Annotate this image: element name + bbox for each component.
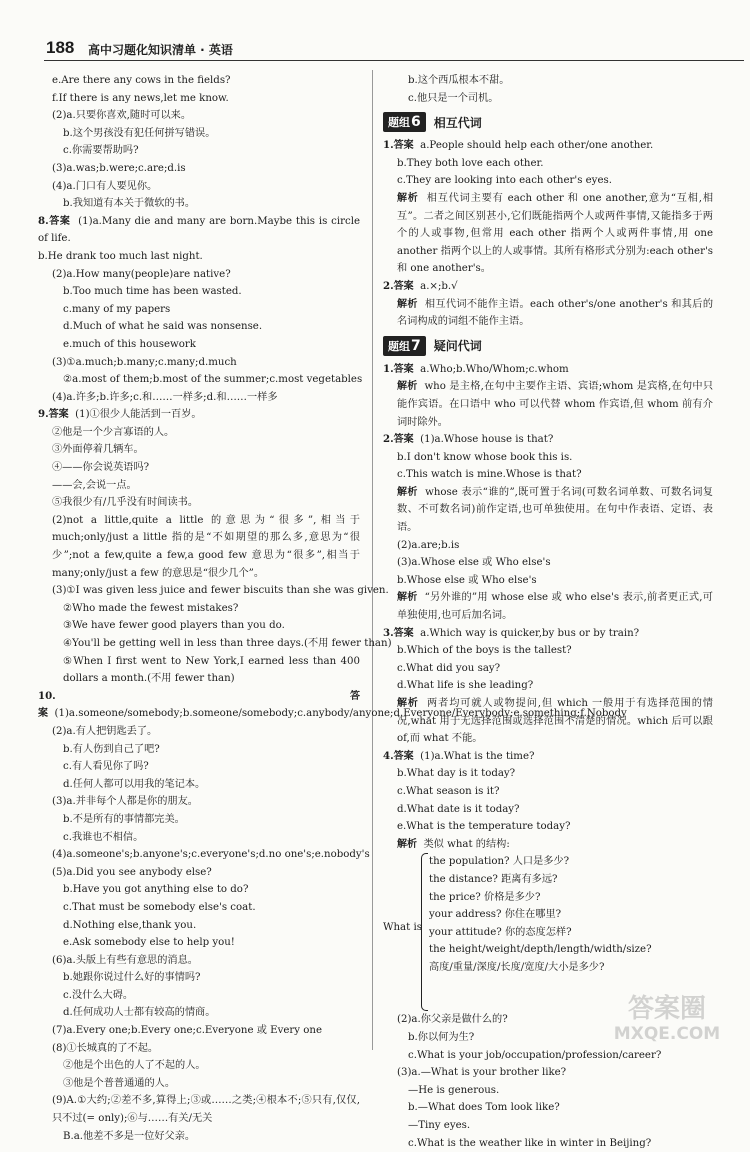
line-text: d.What life is she leading? bbox=[397, 680, 533, 691]
text-line bbox=[38, 846, 360, 864]
text-line bbox=[38, 266, 360, 284]
section-6-answers bbox=[383, 137, 713, 331]
text-line bbox=[38, 793, 360, 811]
text-line bbox=[383, 172, 713, 190]
text-line bbox=[38, 125, 360, 143]
line-text: b.这个西瓜根本不甜。 bbox=[408, 75, 509, 86]
text-line bbox=[38, 688, 360, 723]
text-line bbox=[383, 361, 713, 379]
text-line bbox=[383, 484, 713, 537]
text-line bbox=[38, 1128, 360, 1146]
keyword-label: 答案 bbox=[49, 216, 71, 227]
line-text: ②Who made the fewest mistakes? bbox=[63, 603, 238, 614]
line-text: (2)a.只要你喜欢,随时可以来。 bbox=[52, 110, 191, 121]
what-item: 高度/重量/深度/长度/宽度/大小是多少? bbox=[429, 959, 652, 977]
text-line bbox=[383, 765, 713, 783]
line-text: (1)a.What is the time? bbox=[420, 751, 534, 762]
text-line bbox=[38, 142, 360, 160]
header-rule bbox=[44, 60, 744, 61]
text-line bbox=[38, 371, 360, 389]
line-text: c.This watch is mine.Whose is that? bbox=[397, 469, 582, 480]
line-text: c.没什么大碍。 bbox=[63, 990, 133, 1001]
text-line bbox=[38, 723, 360, 741]
text-line bbox=[383, 90, 713, 108]
book-title: 高中习题化知识清单 · 英语 bbox=[88, 41, 233, 58]
line-text: (4)a.门口有人要见你。 bbox=[52, 181, 157, 192]
watermark-logo bbox=[592, 987, 742, 1045]
line-text: b.Whose else 或 Who else's bbox=[397, 575, 537, 586]
line-text: c.What is the weather like in winter in Beijing? bbox=[408, 1138, 651, 1149]
text-line bbox=[38, 406, 360, 424]
text-line bbox=[38, 424, 360, 442]
text-line bbox=[38, 354, 360, 372]
what-is-label: What is bbox=[383, 919, 422, 937]
keyword-label: 解析 bbox=[397, 592, 418, 603]
keyword-label: 解析 bbox=[397, 698, 419, 709]
line-text: (2)a.are;b.is bbox=[397, 540, 459, 551]
what-item: the height/weight/depth/length/width/size? bbox=[429, 941, 652, 959]
watermark-text: 答案圈 bbox=[628, 994, 706, 1024]
line-text: e.What is the temperature today? bbox=[397, 821, 570, 832]
line-text: (3)a.—What is your brother like? bbox=[397, 1067, 566, 1078]
line-text: b.我知道有本关于微软的书。 bbox=[63, 198, 195, 209]
line-text: (1)a.Many die and many are born.Maybe this is circle of life. bbox=[38, 216, 360, 245]
keyword-label: 解析 bbox=[397, 193, 419, 204]
text-line bbox=[383, 1064, 713, 1082]
line-text: ③他是个普普通通的人。 bbox=[63, 1078, 175, 1089]
text-line bbox=[383, 190, 713, 278]
line-text: c.What is your job/occupation/profession/career? bbox=[408, 1050, 661, 1061]
keyword-label: 答案 bbox=[38, 691, 360, 720]
line-text: (8)①长城真的了不起。 bbox=[52, 1043, 158, 1054]
text-line bbox=[38, 318, 360, 336]
keyword-label: 解析 bbox=[397, 839, 417, 850]
section-7-heading bbox=[383, 334, 713, 358]
left-column bbox=[38, 72, 360, 1145]
item-number: 1. bbox=[383, 139, 394, 151]
text-line bbox=[38, 811, 360, 829]
text-line bbox=[38, 178, 360, 196]
line-text: a.Which way is quicker,by bus or by train? bbox=[420, 628, 639, 639]
text-line bbox=[38, 758, 360, 776]
text-line bbox=[38, 90, 360, 108]
line-text: ②他是个出色的人了不起的人。 bbox=[63, 1060, 206, 1071]
line-text: “另外谁的”用 whose else 或 who else's 表示,前者更正式,可单独使用,也可后加名词。 bbox=[397, 592, 713, 621]
text-line bbox=[383, 1135, 713, 1152]
line-text: b.I don't know whose book this is. bbox=[397, 452, 572, 463]
text-line bbox=[38, 389, 360, 407]
line-text: (9)A.①大约;②差不多,算得上;③或……之类;④根本不;⑤只有,仅仅,只不过(= only);⑥与……有关/无关 bbox=[52, 1095, 360, 1124]
column-separator bbox=[372, 70, 373, 1050]
text-line bbox=[383, 72, 713, 90]
item-number: 9. bbox=[38, 408, 49, 420]
line-text: c.What did you say? bbox=[397, 663, 500, 674]
text-line bbox=[383, 748, 713, 766]
line-text: e.Are there any cows in the fields? bbox=[52, 75, 231, 86]
line-text: who 是主格,在句中主要作主语、宾语;whom 是宾格,在句中只能作宾语。在口语中 who 可以代替 whom 作宾语,但 whom 前有介词时除外。 bbox=[397, 381, 713, 427]
line-text: c.他只是一个司机。 bbox=[408, 93, 498, 104]
line-text: (4)a.someone's;b.anyone's;c.everyone's;d.no one's;e.nobody's bbox=[52, 849, 370, 860]
text-line bbox=[383, 155, 713, 173]
line-text: (2)a.有人把钥匙丢了。 bbox=[52, 726, 157, 737]
text-line bbox=[38, 160, 360, 178]
line-text: b.有人伤到自己了吧? bbox=[63, 744, 160, 755]
text-line bbox=[383, 554, 713, 572]
line-text: B.a.他差不多是一位好父亲。 bbox=[63, 1131, 195, 1142]
line-text: c.That must be somebody else's coat. bbox=[63, 902, 256, 913]
text-line bbox=[383, 660, 713, 678]
section-tag: 题组6 bbox=[383, 112, 426, 132]
line-text: (3)①a.much;b.many;c.many;d.much bbox=[52, 357, 237, 368]
text-line bbox=[38, 1022, 360, 1040]
line-text: c.有人看见你了吗? bbox=[63, 761, 149, 772]
line-text: b.Too much time has been wasted. bbox=[63, 286, 242, 297]
line-text: —Tiny eyes. bbox=[408, 1120, 470, 1131]
text-line bbox=[383, 801, 713, 819]
line-text: (4)a.许多;b.许多;c.和……一样多;d.和……一样多 bbox=[52, 392, 278, 403]
text-line bbox=[38, 934, 360, 952]
keyword-label: 答案 bbox=[394, 434, 414, 445]
text-line bbox=[38, 1004, 360, 1022]
what-item: your address? 你住在哪里? bbox=[429, 906, 652, 924]
text-line bbox=[38, 283, 360, 301]
line-text: b.What day is it today? bbox=[397, 768, 515, 779]
item-number: 2. bbox=[383, 433, 394, 445]
section-tag: 题组7 bbox=[383, 336, 426, 356]
line-text: (5)a.Did you see anybody else? bbox=[52, 867, 212, 878]
line-text: a.Who;b.Who/Whom;c.whom bbox=[420, 364, 569, 375]
line-text: ——会,会说一点。 bbox=[52, 480, 137, 491]
text-line bbox=[383, 1099, 713, 1117]
text-line bbox=[38, 617, 360, 635]
text-line bbox=[38, 987, 360, 1005]
text-line bbox=[38, 776, 360, 794]
right-top-lines bbox=[383, 72, 713, 107]
text-line bbox=[38, 1092, 360, 1127]
text-line bbox=[383, 642, 713, 660]
text-line bbox=[38, 459, 360, 477]
text-line bbox=[38, 512, 360, 582]
line-text: ③We have fewer good players than you do. bbox=[63, 620, 285, 631]
text-line bbox=[38, 195, 360, 213]
section-title: 相互代词 bbox=[434, 114, 482, 131]
line-text: (2)not a little,quite a little 的意思为“很多”,相当于 much;only/just a little 指的是“不如期望的那么多,意思为“很少”;not a few,quite a few,a good few 意思为“很多”,相当于 many;only/just a few 的意思是“很少几个”。 bbox=[52, 515, 360, 579]
text-line bbox=[38, 1057, 360, 1075]
text-line bbox=[38, 582, 360, 600]
line-text: a.×;b.√ bbox=[420, 281, 458, 292]
text-line bbox=[383, 625, 713, 643]
line-text: b.They both love each other. bbox=[397, 158, 544, 169]
keyword-label: 答案 bbox=[394, 751, 414, 762]
line-text: (1)a.someone/somebody;b.someone/somebody;c.anybody/anyone;d.Everyone/Everybody;e.something;f.Nobody bbox=[54, 708, 626, 719]
item-number: 4. bbox=[383, 750, 394, 762]
line-text: c.They are looking into each other's eyes. bbox=[397, 175, 612, 186]
line-text: e.Ask somebody else to help you! bbox=[63, 937, 235, 948]
text-line bbox=[38, 600, 360, 618]
left-brace bbox=[421, 853, 428, 1011]
text-line bbox=[38, 213, 360, 248]
line-text: b.不是所有的事情都完美。 bbox=[63, 814, 185, 825]
text-line bbox=[38, 635, 360, 653]
text-line bbox=[383, 572, 713, 590]
text-line bbox=[38, 653, 360, 688]
line-text: 相互代词不能作主语。each other's/one another's 和其后的名词构成的词组不能作主语。 bbox=[397, 299, 713, 328]
line-text: d.任何成功人士都有较高的情商。 bbox=[63, 1007, 215, 1018]
text-line bbox=[383, 836, 713, 854]
text-line bbox=[383, 818, 713, 836]
keyword-label: 解析 bbox=[397, 299, 418, 310]
text-line bbox=[38, 1075, 360, 1093]
what-item: the population? 人口是多少? bbox=[429, 853, 652, 871]
page-number: 188 bbox=[46, 38, 74, 58]
text-line bbox=[383, 137, 713, 155]
text-line bbox=[38, 952, 360, 970]
text-line bbox=[38, 494, 360, 512]
text-line bbox=[38, 72, 360, 90]
keyword-label: 解析 bbox=[397, 487, 418, 498]
what-item: the price? 价格是多少? bbox=[429, 889, 652, 907]
text-line bbox=[38, 248, 360, 266]
text-line bbox=[383, 1082, 713, 1100]
text-line bbox=[38, 477, 360, 495]
line-text: 两者均可就人或物提问,但 which 一般用于有选择范围的情况,what 用于无选择范围或选择范围不清楚的情况。which 后可以跟 of,而 what 不能。 bbox=[397, 698, 713, 744]
text-line bbox=[383, 1047, 713, 1065]
keyword-label: 答案 bbox=[394, 140, 414, 151]
line-text: (3)a.Whose else 或 Who else's bbox=[397, 557, 551, 568]
text-line bbox=[383, 378, 713, 431]
line-text: 相互代词主要有 each other 和 one another,意为“互相,相互”。二者之间区别甚小,它们既能指两个人或两件事情,又能指多于两个的人或事物,但常用 each other 指两个人或两件事情,用 one another 指两个以上的人或事情。其所有格形式分别为:each other's 和 one another's。 bbox=[397, 193, 713, 274]
line-text: —He is generous. bbox=[408, 1085, 499, 1096]
keyword-label: 答案 bbox=[49, 409, 69, 420]
line-text: b.Which of the boys is the tallest? bbox=[397, 645, 572, 656]
line-text: (3)a.was;b.were;c.are;d.is bbox=[52, 163, 186, 174]
keyword-label: 答案 bbox=[394, 281, 414, 292]
section-title: 疑问代词 bbox=[434, 337, 482, 354]
text-line bbox=[38, 969, 360, 987]
text-line bbox=[38, 864, 360, 882]
line-text: f.If there is any news,let me know. bbox=[52, 93, 229, 104]
item-number: 8. bbox=[38, 215, 49, 227]
text-line bbox=[383, 278, 713, 296]
line-text: (3)①I was given less juice and fewer biscuits than she was given. bbox=[52, 585, 389, 596]
text-line bbox=[38, 301, 360, 319]
line-text: (7)a.Every one;b.Every one;c.Everyone 或 Every one bbox=[52, 1025, 322, 1036]
line-text: e.much of this housework bbox=[63, 339, 196, 350]
text-line bbox=[383, 677, 713, 695]
line-text: d.Much of what he said was nonsense. bbox=[63, 321, 262, 332]
section-7-answers bbox=[383, 361, 713, 854]
line-text: b.—What does Tom look like? bbox=[408, 1102, 560, 1113]
text-line bbox=[383, 296, 713, 331]
text-line bbox=[38, 336, 360, 354]
text-line bbox=[38, 899, 360, 917]
text-line bbox=[38, 107, 360, 125]
watermark-url: MXQE.COM bbox=[614, 1024, 720, 1044]
line-text: c.你需要帮助吗? bbox=[63, 145, 139, 156]
text-line bbox=[38, 1040, 360, 1058]
text-line bbox=[38, 441, 360, 459]
text-line bbox=[383, 589, 713, 624]
line-text: (1)①很少人能活到一百岁。 bbox=[75, 409, 202, 420]
what-item: your attitude? 你的态度怎样? bbox=[429, 924, 652, 942]
item-number: 10. bbox=[38, 690, 56, 702]
line-text: ②他是一个少言寡语的人。 bbox=[52, 427, 174, 438]
line-text: b.这个男孩没有犯任何拼写错误。 bbox=[63, 128, 215, 139]
line-text: b.He drank too much last night. bbox=[38, 251, 203, 262]
line-text: (2)a.How many(people)are native? bbox=[52, 269, 231, 280]
text-line bbox=[383, 783, 713, 801]
line-text: ③外面停着几辆车。 bbox=[52, 444, 144, 455]
keyword-label: 解析 bbox=[397, 381, 417, 392]
line-text: c.many of my papers bbox=[63, 304, 170, 315]
line-text: d.任何人都可以用我的笔记本。 bbox=[63, 779, 205, 790]
line-text: ②a.most of them;b.most of the summer;c.most vegetables bbox=[63, 374, 362, 385]
line-text: b.她跟你说过什么好的事情吗? bbox=[63, 972, 200, 983]
item-number: 1. bbox=[383, 363, 394, 375]
line-text: ④You'll be getting well in less than three days.(不用 fewer than) bbox=[63, 638, 392, 649]
text-line bbox=[383, 449, 713, 467]
line-text: whose 表示“谁的”,既可置于名词(可数名词单数、可数名词复数、不可数名词)前作定语,也可单独使用。在句中作表语、定语、表语。 bbox=[397, 487, 713, 533]
line-text: (3)a.并非每个人都是你的朋友。 bbox=[52, 796, 198, 807]
line-text: (2)a.你父亲是做什么的? bbox=[397, 1014, 508, 1025]
line-text: ⑤When I first went to New York,I earned less than 400 dollars a month.(不用 fewer than) bbox=[63, 656, 360, 685]
line-text: b.你以何为生? bbox=[408, 1032, 474, 1043]
text-line bbox=[383, 431, 713, 449]
line-text: (6)a.头版上有些有意思的消息。 bbox=[52, 955, 198, 966]
text-line bbox=[383, 1117, 713, 1135]
item-number: 3. bbox=[383, 627, 394, 639]
page-header bbox=[0, 0, 750, 62]
line-text: ④——你会说英语吗? bbox=[52, 462, 149, 473]
text-line bbox=[38, 829, 360, 847]
line-text: d.What date is it today? bbox=[397, 804, 520, 815]
text-line bbox=[38, 917, 360, 935]
text-line bbox=[38, 881, 360, 899]
text-line bbox=[383, 466, 713, 484]
what-is-items bbox=[429, 853, 652, 976]
line-text: b.Have you got anything else to do? bbox=[63, 884, 248, 895]
keyword-label: 答案 bbox=[394, 364, 414, 375]
what-item: the distance? 距离有多远? bbox=[429, 871, 652, 889]
line-text: 类似 what 的结构: bbox=[423, 839, 509, 850]
line-text: c.What season is it? bbox=[397, 786, 499, 797]
line-text: c.我谁也不相信。 bbox=[63, 832, 143, 843]
text-line bbox=[38, 741, 360, 759]
line-text: ⑤我很少有/几乎没有时间读书。 bbox=[52, 497, 198, 508]
section-6-heading bbox=[383, 110, 713, 134]
line-text: a.People should help each other/one another. bbox=[420, 140, 653, 151]
item-number: 2. bbox=[383, 280, 394, 292]
text-line bbox=[383, 695, 713, 748]
text-line bbox=[383, 537, 713, 555]
line-text: d.Nothing else,thank you. bbox=[63, 920, 196, 931]
keyword-label: 答案 bbox=[394, 628, 414, 639]
line-text: (1)a.Whose house is that? bbox=[420, 434, 553, 445]
